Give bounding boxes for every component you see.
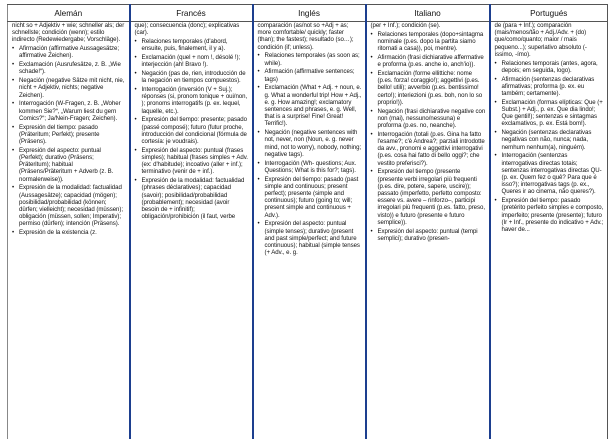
list-item xyxy=(258,129,362,158)
bullet-icon: • xyxy=(494,197,497,205)
list-item-text: Expresión del tiempo: presente; pasado (passé composé); futuro (futur proche, introducción del condicional (fórmula de cortesía: je voudrais). xyxy=(141,116,247,146)
list-item xyxy=(12,184,126,227)
list-item xyxy=(258,68,362,82)
bullet-icon: • xyxy=(494,75,497,83)
cell-continued-text: nicht so + Adjektiv + wie; schneller als; der schnellste; condición (wenn); estilo indirecto (Redewiedergabe; Vorschläge). xyxy=(12,22,125,44)
list-item xyxy=(12,45,126,59)
list-item xyxy=(12,124,126,146)
list-item xyxy=(135,147,249,176)
list-item xyxy=(12,100,126,122)
list-item-text: Afirmación (frasi dichiarative affermative e proforma (p.es. anche io, anch'io)). xyxy=(377,54,484,69)
list-item xyxy=(495,197,605,233)
bullet-icon: • xyxy=(134,38,137,45)
list-item xyxy=(258,160,362,174)
bullet-icon: • xyxy=(370,168,373,176)
list-item-text: Expresión del tiempo: pasado (past simple and continuous; present perfect); presente (simple and continuous); futuro (going to; will; present simple and continuous + Adv.). xyxy=(264,175,359,219)
list-item-text: Negación (negative sentences with not, never, non (Noun, e. g. never mind, not to worry), nobody, nothing; negative tags). xyxy=(264,129,362,158)
column-header-portugues: Portugués xyxy=(490,5,608,22)
list-item xyxy=(371,131,486,167)
list-item-text: Expresión del aspecto: puntual (Perfekt); durativo (Präsens; Präteritum); habitual (Präsens/Präteritum + Adverb (z. B. normalerweise)). xyxy=(19,146,114,183)
list-item xyxy=(495,76,605,98)
bullet-icon: • xyxy=(257,84,260,92)
list-item-text: Interrogación (inversión (V + Suj.); réponses (si, pronom tonique + oui/non, ); pronoms interrogatifs (p. ex. lequel, laquelle, etc.). xyxy=(141,86,248,115)
column-header-aleman: Alemán xyxy=(8,5,130,22)
list-item-text: Expresión del aspecto: puntual (frases simples); habitual (frases simples + Adv. (ex: d'habitude); incoativo (aller + inf.); terminativo (venir de + inf.). xyxy=(141,146,248,176)
column-header-ingles: Inglés xyxy=(253,5,366,22)
bullet-icon: • xyxy=(370,30,373,38)
bullet-icon: • xyxy=(12,100,15,108)
bullet-icon: • xyxy=(134,54,137,61)
cell-continued-text: que); consecuencia (donc); explicativas (car). xyxy=(134,22,240,37)
column-cell-frances xyxy=(130,22,253,439)
list-item xyxy=(371,228,486,242)
list-item-text: Interrogación (Wh- questions; Aux. Questions; What is this for?; tags). xyxy=(264,159,357,174)
column-cell-ingles xyxy=(253,22,366,439)
list-item-text: Negación (sentenzas declarativas negativas con não, nunca; nada, nemhum nenhum(a), ninguém). xyxy=(501,129,592,151)
list-item xyxy=(371,54,486,68)
list-item-text: Exclamación (What + Adj. + noun, e. g. What a wonderful trip! How + Adj., e. g. How amazing!; exclamatory sentences and phrases, e. g. Well, that is a surprise! Fine! Great! Terrific!). xyxy=(264,84,362,128)
bullet-icon: • xyxy=(257,175,260,183)
column-header-italiano: Italiano xyxy=(366,5,490,22)
list-item-text: Afirmación (sentenzas declarativas afirmativas; proforma (p. ex. eu também; certamente). xyxy=(501,75,595,98)
cell-continued-text: de (para + Inf.); comparación (mais/menos/tão + Adj./Adv. + (do) que/como/quanto; maior / mais pequeno...); superlativo absoluto (-íssimo, -ímo). xyxy=(494,22,587,58)
bullet-icon: • xyxy=(12,229,15,237)
cell-continued-text: comparación (as/not so +Adj + as; more comfortable/ quickly; faster (than); the fastest); resultado (so…); condición (if; unless). xyxy=(257,22,354,51)
list-item-text: Exclamación (formas elípticas: Que (+ Subst.) + Adj., p. ex. Que dia lindo!; Que gentil!); sentenzas e sintagmas exclamativos, p. ex. Está bom!). xyxy=(501,98,603,128)
column-cell-portugues xyxy=(490,22,608,439)
list-item xyxy=(495,99,605,128)
bullet-icon: • xyxy=(12,146,15,154)
list-item-text: Relaciones temporales (dopo+sintagma nominale (p.es. dopo la partita siamo ritornati a casa)), poi, mentre). xyxy=(377,30,484,53)
list-item-text: Expresión del tiempo: pasado (pretérito perfeito simples e composto, imperfeito; presente (presente); futuro (Ir + Inf., presente do indicativo + Adv.; haver de... xyxy=(501,197,604,234)
bullet-icon: • xyxy=(494,152,497,160)
bullet-icon: • xyxy=(257,159,260,167)
list-item-text: Negación (pas de, rien, introducción de la negación en tiempos compuestos). xyxy=(141,70,246,85)
cell-continued-text: (per + Inf.); condición (se). xyxy=(370,22,441,29)
list-item-text: Interrogación (W-Fragen, z. B. „Woher kommen Sie?“, „Warum liest du gern Comics?“; Ja/Nein-Fragen; Zeichen). xyxy=(19,100,121,122)
list-item xyxy=(12,229,126,236)
bullet-icon: • xyxy=(134,177,137,185)
list-item-text: Exclamación (Ausrufesätze, z. B. „Wie schade!“). xyxy=(19,61,121,76)
list-item xyxy=(12,147,126,183)
list-item-text: Expresión de la existencia (z. xyxy=(19,229,97,237)
list-item xyxy=(495,152,605,195)
list-item-text: Negación (negative Sätze mit nicht, nie, nicht + Adjektiv, nichts; negative Zeichen). xyxy=(19,77,125,99)
bullet-icon: • xyxy=(257,68,260,76)
bullet-icon: • xyxy=(12,61,15,69)
list-item xyxy=(135,116,249,145)
bullet-icon: • xyxy=(257,129,260,137)
list-item-text: Expresión del aspecto: puntual (tempi semplici); durativo (presen- xyxy=(377,227,478,242)
list-item xyxy=(258,220,362,256)
bullet-icon: • xyxy=(134,86,137,93)
bullet-icon: • xyxy=(370,107,373,115)
bullet-icon: • xyxy=(134,146,137,154)
column-cell-italiano xyxy=(366,22,490,439)
list-item-text: Exclamación (quel + nom !, désolé !); interjección (ah! Bravo !). xyxy=(141,54,241,69)
bullet-icon: • xyxy=(134,116,137,124)
list-item xyxy=(258,84,362,127)
bullet-icon: • xyxy=(370,54,373,61)
list-item-text: Relaciones temporais (antes, agora, depois; em seguida, logo). xyxy=(501,59,598,74)
list-item-text: Afirmación (affirmative sentences; tags) xyxy=(264,68,355,83)
grammar-comparison-table xyxy=(7,4,608,439)
list-item xyxy=(371,31,486,53)
list-item-text: Expresión de la modalidad: factualidad (Aussagesätze); capacidad (mögen); posibilidad/probabilidad (können; dürfen; vielleicht); necesidad (müssen); obligación (müssen, sollen; Imperativ); permiso (dürfen); intención (Präsens). xyxy=(19,184,124,228)
bullet-icon: • xyxy=(12,184,15,192)
list-item xyxy=(258,52,362,66)
bullet-icon: • xyxy=(12,77,15,85)
bullet-icon: • xyxy=(12,45,15,53)
list-item xyxy=(135,86,249,115)
list-item-text: Relaciones temporales (as soon as; while). xyxy=(264,52,360,67)
list-item xyxy=(135,70,249,84)
column-cell-aleman xyxy=(8,22,130,439)
list-item-text: Expresión del tiempo (presente (presente verbi irregolari più frequenti (p.es. dire, potere, sapere, uscire)); passato (imperfetto, perfetto composto: essere vs. avere – rinforzo–, participi irregolari più frequenti (p.es. fatto, preso, visto)) e futuro (presente e futuro semplice)). xyxy=(377,168,485,226)
list-item xyxy=(495,60,605,74)
list-item-text: Expresión de la modalidad: factualidad (phrases déclaratives); capacidad (savoir); posibilidad/probabilidad (probablement); necesidad (avoir besoin de + infinitif); obligación/prohibición (il faut, verbe xyxy=(141,177,245,221)
list-item-text: Afirmación (affirmative Aussagesätze; affirmative Zeichen). xyxy=(19,45,119,60)
bullet-icon: • xyxy=(370,130,373,138)
bullet-icon: • xyxy=(12,123,15,131)
list-item xyxy=(135,177,249,220)
list-item-text: Negación (frasi dichiarative negative con non (mai), nessuno/nessuna) e proforma (p.es. no, neanche). xyxy=(377,107,486,130)
bullet-icon: • xyxy=(494,59,497,67)
list-item xyxy=(12,61,126,75)
list-item xyxy=(135,38,249,52)
bullet-icon: • xyxy=(257,52,260,60)
bullet-icon: • xyxy=(494,129,497,137)
content-row xyxy=(8,22,608,439)
list-item xyxy=(495,129,605,151)
bullet-icon: • xyxy=(370,227,373,235)
list-item-text: Exclamación (forme ellittiche: nome (p.es. forza! coraggio!); aggettivi (p.es. bello! utili); avverbio (p.es. bentissimo! certo!); interiezioni (p.es. boh, non lo so proprio!)). xyxy=(377,70,483,106)
list-item-text: Interrogación (sentenzas interrogativas directas totais; sentenzas interrogativas directas QU- (p. ex. Quem fez o quê? Para que é isso?); interrogativas tags (p. ex., Queres ir ao cinema, não queres?). xyxy=(501,152,602,196)
list-item xyxy=(12,77,126,99)
list-item xyxy=(371,168,486,226)
list-item xyxy=(371,108,486,130)
list-item-text: Expresión del tiempo: pasado (Präteritum; Perfekt); presente (Präsens). xyxy=(19,123,100,146)
list-item-text: Interrogación (totali (p.es. Gina ha fatto l'esame?; c'è Andrea?; parziali introdotte da avv., pronomi e aggettivi interrogativi (p.es. cosa hai fatto di bello oggi?; che vestito preferisci?). xyxy=(377,130,485,167)
column-header-frances: Francés xyxy=(130,5,253,22)
bullet-icon: • xyxy=(257,220,260,228)
list-item-text: Expresión del aspecto: puntual (simple tenses); durativo (present and past simple/perfect; and future continuous); habitual (simple tenses (+ Adv., e. g. xyxy=(264,220,360,257)
bullet-icon: • xyxy=(370,70,373,77)
bullet-icon: • xyxy=(494,98,497,106)
header-row xyxy=(8,5,608,22)
bullet-icon: • xyxy=(134,70,137,77)
list-item xyxy=(135,54,249,68)
list-item xyxy=(258,176,362,219)
list-item xyxy=(371,70,486,106)
list-item-text: Relaciones temporales (d'abord, ensuite, puis, finalement, il y a). xyxy=(141,38,228,53)
